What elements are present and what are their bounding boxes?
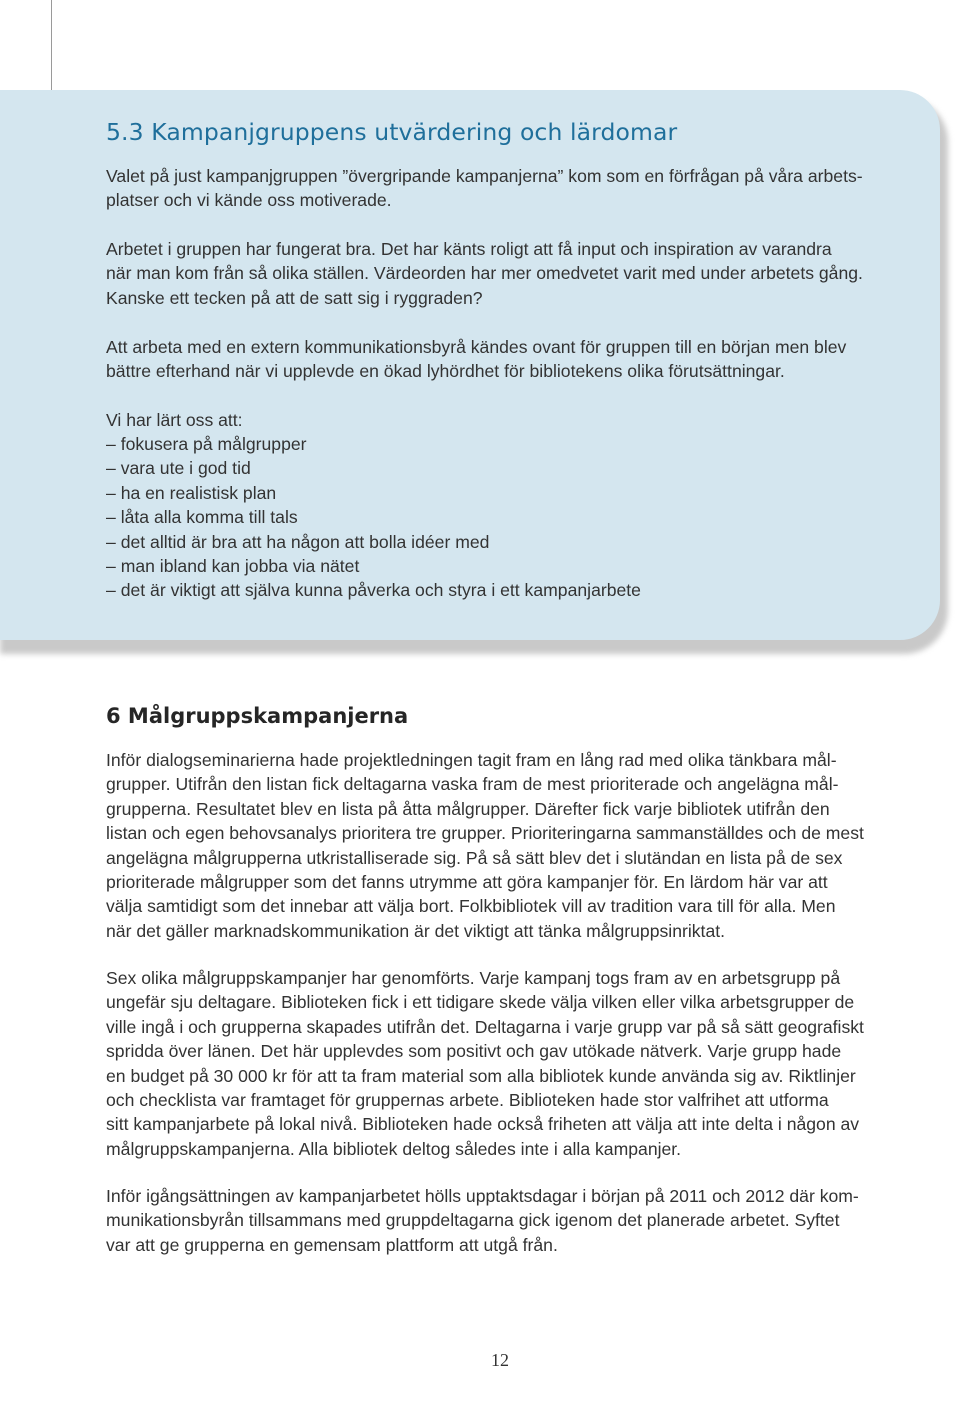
page-margin-rule: [51, 0, 52, 95]
text-line: grupperna. Resultatet blev en lista på åtta målgrupper. Därefter fick varje bibliotek utifrån den: [106, 798, 830, 819]
section-heading: 6 Målgruppskampanjerna: [106, 704, 409, 728]
text-line: Valet på just kampanjgruppen ”övergripande kampanjerna” kom som en förfrågan på våra arbets-: [106, 166, 863, 186]
learnings-intro: Vi har lärt oss att:: [106, 410, 243, 430]
list-item: – man ibland kan jobba via nätet: [106, 554, 641, 578]
list-item: – det alltid är bra att ha någon att bolla idéer med: [106, 530, 641, 554]
section-paragraph-1: [106, 748, 864, 943]
text-line: Inför igångsättningen av kampanjarbetet hölls upptaktsdagar i början på 2011 och 2012 där kom-: [106, 1186, 859, 1206]
text-line: när det gäller marknadskommunikation är det viktigt att tänka målgruppsinriktat.: [106, 920, 726, 941]
text-line: prioriterade målgrupper som det fanns utrymme att göra kampanjer för. En lärdom här var att: [106, 872, 828, 893]
text-line: och checklista var framtaget för gruppernas arbete. Biblioteken hade stor valfrihet att utforma: [106, 1090, 829, 1111]
text-line: listan och egen behovsanalys prioritera tre grupper. Prioriteringarna sammanställdes och de mest: [106, 823, 864, 844]
text-line: en budget på 30 000 kr för att ta fram material som alla bibliotek kunde använda sig av. Riktlinjer: [106, 1065, 856, 1086]
text-line: ungefär sju deltagare. Biblioteken fick i ett tidigare skede välja vilken eller vilka arbetsgrupper de: [106, 992, 855, 1013]
text-line: Kanske ett tecken på att de satt sig i ryggraden?: [106, 287, 483, 308]
text-line: spridda över länen. Det här upplevdes som positivt och gav utökade nätverk. Varje grupp hade: [106, 1041, 842, 1062]
list-item: – ha en realistisk plan: [106, 481, 641, 505]
text-line: bättre efterhand när vi upplevde en ökad lyhördhet för bibliotekens olika förutsättningar.: [106, 361, 785, 382]
callout-heading: 5.3 Kampanjgruppens utvärdering och lärdomar: [106, 118, 678, 146]
text-line: när man kom från så olika ställen. Värdeorden har mer omedvetet varit med under arbetets gång.: [106, 263, 863, 284]
section-paragraph-3: [106, 1184, 859, 1257]
text-line: Sex olika målgruppskampanjer har genomförts. Varje kampanj togs fram av en arbetsgrupp på: [106, 968, 841, 988]
text-line: var att ge grupperna en gemensam plattform att utgå från.: [106, 1234, 558, 1255]
text-line: munikationsbyrån tillsammans med gruppdeltagarna gick igenom det planerade arbetet. Syftet: [106, 1210, 840, 1231]
callout-paragraph-2: [106, 237, 863, 310]
text-line: Inför dialogseminarierna hade projektledningen tagit fram en lång rad med olika tänkbara mål-: [106, 750, 837, 770]
section-paragraph-2: [106, 966, 864, 1161]
text-line: välja samtidigt som det innebar att välja bort. Folkbibliotek vill av tradition vara till för alla. Men: [106, 896, 836, 917]
page-number: 12: [491, 1350, 509, 1370]
learnings-list: [106, 432, 641, 603]
list-item: – det är viktigt att själva kunna påverka och styra i ett kampanjarbete: [106, 578, 641, 602]
text-line: angelägna målgrupperna utkristalliserade sig. På så sätt blev det i slutändan en lista på de sex: [106, 847, 843, 868]
text-line: ville ingå i och grupperna skapades utifrån det. Deltagarna i varje grupp var på så sätt geografiskt: [106, 1016, 864, 1037]
text-line: grupper. Utifrån den listan fick deltagarna vaska fram de mest prioriterade och angelägna mål-: [106, 774, 839, 795]
callout-paragraph-3: [106, 335, 846, 384]
text-line: sitt kampanjarbete på lokal nivå. Biblioteken hade också friheten att välja att inte delta i någon av: [106, 1114, 860, 1135]
list-item: – fokusera på målgrupper: [106, 432, 641, 456]
text-line: målgruppskampanjerna. Alla bibliotek deltog således inte i alla kampanjer.: [106, 1138, 682, 1159]
callout-intro-paragraph: [106, 164, 863, 213]
list-item: – vara ute i god tid: [106, 456, 641, 480]
text-line: Att arbeta med en extern kommunikationsbyrå kändes ovant för gruppen till en början men blev: [106, 337, 847, 357]
list-item: – låta alla komma till tals: [106, 505, 641, 529]
text-line: platser och vi kände oss motiverade.: [106, 190, 392, 211]
text-line: Arbetet i gruppen har fungerat bra. Det har känts roligt att få input och inspiration av varandra: [106, 239, 832, 259]
